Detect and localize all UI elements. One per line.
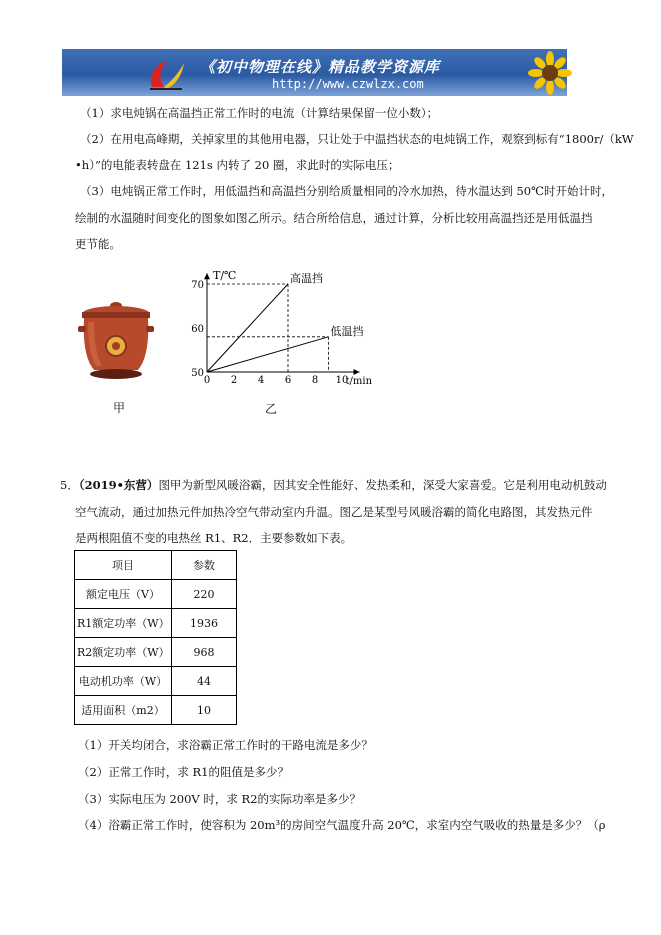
q5-intro-line3: 是两根阻值不变的电热丝 R1、R2．主要参数如下表。 <box>75 531 353 545</box>
q5-intro-text: 图甲为新型风暖浴霸，因其安全性能好、发热柔和，深受大家喜爱。它是利用电动机鼓动 <box>158 478 607 492</box>
temperature-time-chart <box>186 258 373 398</box>
site-logo-icon <box>146 57 186 91</box>
x-tick-label: 2 <box>230 375 238 386</box>
q5-intro-line2: 空气流动，通过加热元件加热冷空气带动室内升温。图乙是某型号风暖浴霸的简化电路图，其发热元件 <box>75 505 593 519</box>
series-label: 低温挡 <box>330 324 364 338</box>
value-cell: 968 <box>172 638 237 667</box>
x-tick-label: 6 <box>284 375 292 386</box>
q4-sub3-line1: （3）电炖锅正常工作时，用低温挡和高温挡分别给质量相同的冷水加热，待水温达到 50℃时开始计时， <box>80 184 613 198</box>
value-cell: 10 <box>172 696 237 725</box>
table-header-row <box>75 551 237 580</box>
x-axis-arrow-icon <box>354 369 360 375</box>
table-row <box>75 580 237 609</box>
table-row <box>75 638 237 667</box>
banner-title: 《初中物理在线》精品教学资源库 <box>200 58 441 76</box>
q4-sub3-line2: 绘制的水温随时间变化的图象如图乙所示。结合所给信息，通过计算，分析比较用高温挡还是用低温挡 <box>75 211 593 225</box>
value-cell: 1936 <box>172 609 237 638</box>
x-tick-label: 8 <box>311 375 319 386</box>
q4-sub1: （1）求电炖锅在高温挡正常工作时的电流（计算结果保留一位小数）； <box>80 106 439 120</box>
table-header-cell: 参数 <box>172 551 237 580</box>
figure-b-caption: 乙 <box>265 402 278 416</box>
x-axis-label: t/min <box>345 376 373 387</box>
q5-sub3: （3）实际电压为 200V 时，求 R2的实际功率是多少？ <box>78 792 362 806</box>
item-cell: R2额定功率（W） <box>75 638 172 667</box>
table-row <box>75 696 237 725</box>
table-row <box>75 667 237 696</box>
parameter-table <box>74 550 237 725</box>
series-line <box>207 337 329 372</box>
q5-sub1: （1）开关均闭合，求浴霸正常工作时的干路电流是多少？ <box>78 738 373 752</box>
y-tick-label: 60 <box>191 324 204 335</box>
y-axis-arrow-icon <box>204 273 210 279</box>
slow-cooker-image <box>76 296 156 382</box>
y-tick-label: 70 <box>191 280 204 291</box>
q4-sub2-line1: （2）在用电高峰期，关掉家里的其他用电器，只让处于中温挡状态的电炖锅工作，观察到标有“1800r/（kW <box>80 132 634 146</box>
y-axis-label: T/℃ <box>213 269 237 283</box>
q5-source: （2019•东营） <box>78 478 159 492</box>
sunflower-icon <box>528 51 572 95</box>
item-cell: 电动机功率（W） <box>75 667 172 696</box>
banner-url: http://www.czwlzx.com <box>272 77 424 91</box>
q5-number: 5． <box>60 478 79 492</box>
item-cell: 额定电压（V） <box>75 580 172 609</box>
value-cell: 220 <box>172 580 237 609</box>
series-line <box>207 284 288 372</box>
q5-sub2: （2）正常工作时，求 R1的阻值是多少？ <box>78 765 289 779</box>
series-label: 高温挡 <box>290 272 323 285</box>
item-cell: R1额定功率（W） <box>75 609 172 638</box>
x-tick-label: 4 <box>257 375 265 386</box>
q5-intro-line1 <box>60 478 607 492</box>
table-header-cell: 项目 <box>75 551 172 580</box>
x-tick-label: 0 <box>203 375 211 386</box>
x-tick-label: 10 <box>335 375 349 386</box>
y-tick-label: 50 <box>191 368 204 379</box>
q5-sub4: （4）浴霸正常工作时，使容积为 20m³的房间空气温度升高 20℃，求室内空气吸收的热量是多少？（ρ <box>78 818 606 832</box>
q4-sub2-line2: •h）”的电能表转盘在 121s 内转了 20 圈，求此时的实际电压； <box>75 158 400 172</box>
q4-sub3-line3: 更节能。 <box>75 237 121 251</box>
item-cell: 适用面积（m2） <box>75 696 172 725</box>
figure-a-caption: 甲 <box>113 401 126 415</box>
value-cell: 44 <box>172 667 237 696</box>
header-banner <box>62 49 567 96</box>
table-row <box>75 609 237 638</box>
